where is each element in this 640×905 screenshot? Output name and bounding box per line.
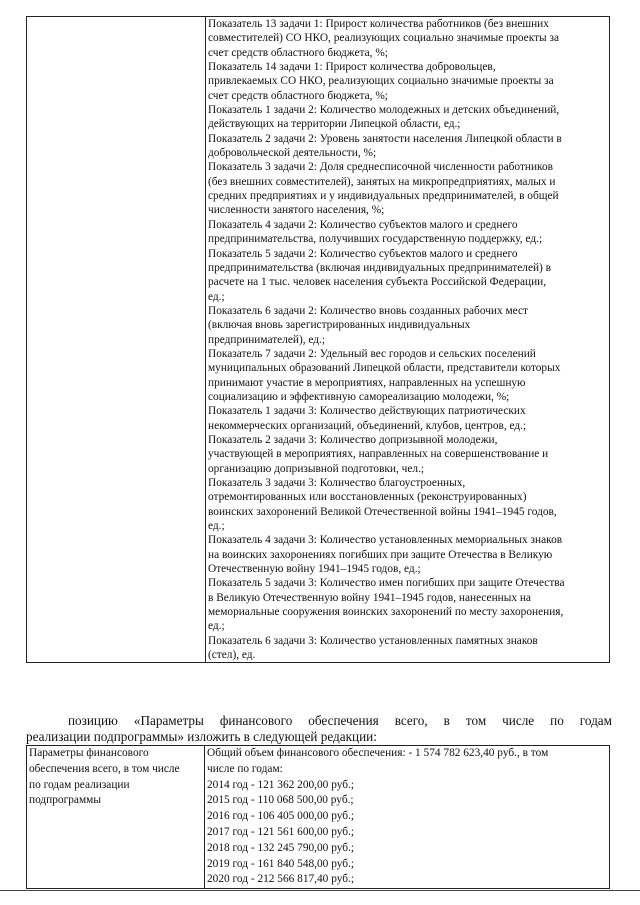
text-line: мемориальные сооружения воинских захоронений по месту захоронения, <box>208 606 564 619</box>
text-line: принимают участие в мероприятиях, направленных на успешную <box>208 376 526 389</box>
text-line: муниципальных образований Липецкой области, представители которых <box>208 362 561 375</box>
text-line: Показатель 13 задачи 1: Прирост количества работников (без внешних <box>208 18 549 30</box>
text-line: подпрограммы <box>29 794 101 807</box>
paragraph-line-1: позицию «Параметры финансового обеспечения всего, в том числе по годам <box>68 713 612 728</box>
text-line: некоммерческих организаций, объединений, клубов, центров, ед.; <box>208 419 527 432</box>
text-line: ед.; <box>208 290 225 303</box>
text-line: на воинских захоронениях погибших при защите Отечества в Великую <box>208 548 553 561</box>
table-row <box>27 17 610 663</box>
text-line: средних предприятиях и у индивидуальных предпринимателей, в общей <box>208 190 559 203</box>
finance-label-cell <box>27 746 205 889</box>
text-line: Показатель 2 задачи 3: Количество допризывной молодежи, <box>208 433 498 446</box>
paragraph-line-2: реализации подпрограммы» изложить в следующей редакции: <box>26 729 377 744</box>
bottom-rule <box>0 890 640 891</box>
text-line: численности занятого населения, %; <box>208 204 385 217</box>
text-line: Показатель 3 задачи 2: Доля среднесписочной численности работников <box>208 161 554 174</box>
text-line: Показатель 6 задачи 2: Количество вновь созданных рабочих мест <box>208 304 528 317</box>
finance-value-cell <box>205 746 610 889</box>
text-line: организацию допризывной подготовки, чел.; <box>208 462 425 475</box>
text-line: 2018 год - 132 245 790,00 руб.; <box>207 841 354 854</box>
text-line: действующих на территории Липецкой области, ед.; <box>208 118 461 131</box>
text-line: добровольческой деятельности, %; <box>208 147 377 160</box>
empty-label-cell <box>27 17 206 663</box>
text-line: 2020 год - 212 566 817,40 руб.; <box>207 873 354 886</box>
text-line: Отечественную войну 1941–1945 годов, ед.; <box>208 563 421 576</box>
text-line: (без внешних совместителей), занятых на микропредприятиях, малых и <box>208 175 556 188</box>
text-line: Показатель 14 задачи 1: Прирост количества добровольцев, <box>208 61 496 74</box>
text-line: социализацию и эффективную самореализацию молодежи, %; <box>208 390 510 403</box>
text-line: Показатель 6 задачи 3: Количество установленных памятных знаков <box>208 634 538 647</box>
text-line: ед.; <box>208 620 225 633</box>
text-line: привлекаемых СО НКО, реализующих социально значимые проекты за <box>208 75 554 88</box>
text-line: Показатель 1 задачи 3: Количество действующих патриотических <box>208 405 526 418</box>
text-line: участвующей в мероприятиях, направленных на совершенствование и <box>208 448 549 461</box>
text-line: 2015 год - 110 068 500,00 руб.; <box>207 794 354 807</box>
text-line: Показатель 3 задачи 3: Количество благоустроенных, <box>208 477 466 489</box>
text-line: Показатель 5 задачи 2: Количество субъектов малого и среднего <box>208 247 518 260</box>
text-line: Общий объем финансового обеспечения: - 1 574 782 623,40 руб., в том <box>207 747 549 759</box>
text-line: числе по годам: <box>207 762 283 775</box>
text-line: Показатель 4 задачи 3: Количество установленных мемориальных знаков <box>208 534 563 547</box>
text-line: 2016 год - 106 405 000,00 руб.; <box>207 810 354 823</box>
text-line: предпринимательства (включая индивидуальных предпринимателей) в <box>208 261 552 274</box>
text-line: Показатель 4 задачи 2: Количество субъектов малого и среднего <box>208 218 518 231</box>
text-line: 2019 год - 161 840 548,00 руб.; <box>207 857 354 870</box>
text-line: (стел), ед. <box>208 649 256 662</box>
text-line: предпринимателей), ед.; <box>208 333 326 346</box>
table-row <box>27 746 610 889</box>
text-line: воинских захоронений Великой Отечественной войны 1941–1945 годов, <box>208 505 557 518</box>
text-line: отремонтированных или восстановленных (реконструированных) <box>208 491 527 504</box>
text-line: Показатель 5 задачи 3: Количество имен погибших при защите Отечества <box>208 577 565 590</box>
text-line: Показатель 7 задачи 2: Удельный вес городов и сельских поселений <box>208 347 536 360</box>
text-line: счет средств областного бюджета, %; <box>208 46 388 59</box>
text-line: ед.; <box>208 520 225 533</box>
text-line: обеспечения всего, в том числе <box>29 762 180 775</box>
text-line: в Великую Отечественную войну 1941–1945 годов, нанесенных на <box>208 591 531 604</box>
indicators-table <box>26 16 610 663</box>
text-line: Параметры финансового <box>29 747 149 759</box>
text-line: расчете на 1 тыс. человек населения субъекта Российской Федерации, <box>208 276 547 289</box>
text-line: предпринимательства, получивших государственную поддержку, ед.; <box>208 233 543 246</box>
text-line: 2017 год - 121 561 600,00 руб.; <box>207 825 354 838</box>
text-line: Показатель 2 задачи 2: Уровень занятости населения Липецкой области в <box>208 132 562 145</box>
indicators-cell <box>206 17 610 663</box>
text-line: (включая вновь зарегистрированных индивидуальных <box>208 319 471 332</box>
text-line: 2014 год - 121 362 200,00 руб.; <box>207 778 354 791</box>
text-line: счет средств областного бюджета, %; <box>208 89 388 102</box>
text-line: Показатель 1 задачи 2: Количество молодежных и детских объединений, <box>208 104 560 117</box>
text-line: совместителей) СО НКО, реализующих социально значимые проекты за <box>208 32 560 45</box>
finance-table <box>26 745 610 889</box>
text-line: по годам реализации <box>29 778 130 791</box>
